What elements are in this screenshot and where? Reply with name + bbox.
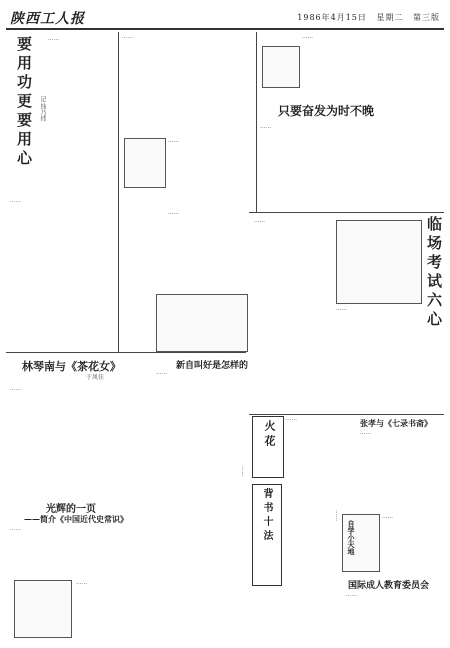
row-rule [6,352,246,353]
masthead [6,6,444,30]
masthead-meta [291,12,440,23]
article-body-center: …… [168,210,179,216]
article-byline-1: 记 钱乃炜 [39,96,46,122]
article-body-9: …… [360,430,371,436]
article-body-5: …… [156,370,167,376]
article-title-4: 林琴南与《茶花女》 [22,360,121,373]
newspaper-page [6,6,444,642]
article-body-1: …… [48,36,59,42]
article-body-2b: …… [260,124,271,130]
article-body-4: …… [10,386,21,392]
article-body-7b: …… [76,580,87,586]
newspaper-logo: 陕西工人报 [10,11,85,27]
article-body-3: …… [254,218,265,224]
article-title-10: 国际成人教育委员会 [348,581,430,591]
article-thumbnail [262,46,300,88]
article-byline-4: 于凤佳 [86,374,105,381]
issue-weekday: 星期二 [376,13,404,22]
article-body-mid: …… [122,34,133,40]
article-body-7: …… [10,526,21,532]
article-body-2a: …… [302,34,313,40]
article-body-mid-2: …… [168,138,179,144]
issue-page: 第三版 [413,13,440,22]
article-body-8: …… [334,510,340,521]
article-body-10: …… [346,592,357,598]
article-subtitle-7: ——简介《中国近代史常识》 [24,514,128,524]
article-title-1: 要用功更要用心 [15,36,33,169]
article-title-5: 新自叫好是怎样的 [176,361,249,371]
issue-date: 1986年4月15日 [297,13,367,22]
article-title-7: 光辉的一页 [46,504,96,515]
article-title-6: 火花 [263,420,276,450]
column-rule [118,32,119,352]
portrait-image [124,138,166,188]
article-title-8: 背书十法 [261,488,272,544]
book-cover-image [14,580,72,638]
article-body-1b: …… [10,198,21,204]
article-body-3b: …… [336,306,347,312]
row-rule [249,212,444,213]
article-body-11: …… [382,514,393,520]
cartoon-image [156,294,248,352]
article-body-bottom-mid: …… [240,466,246,477]
article-title-11: 自学小天地 [347,520,356,555]
column-rule [256,32,257,212]
article-title-2: 只要奋发为时不晚 [278,104,375,118]
article-title-3: 临场考试六心 [425,216,443,330]
article-body-6: …… [286,416,297,422]
row-rule [249,414,444,415]
article-title-9: 张孝与《七录书斋》 [360,418,432,428]
illustration-image [336,220,422,304]
